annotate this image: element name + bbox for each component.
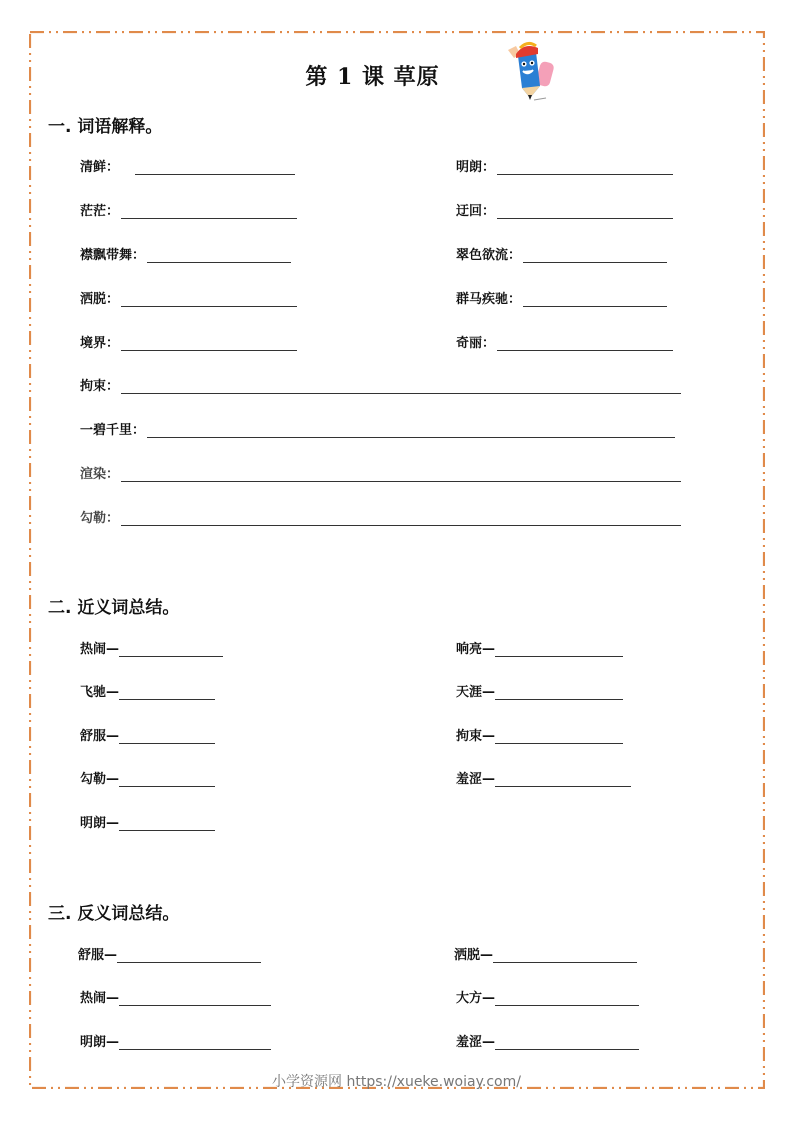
vocab-field-qunmajichi: [456, 287, 667, 309]
field-label: 一碧千里：: [80, 423, 146, 438]
answer-line[interactable]: [119, 774, 215, 787]
answer-line[interactable]: [121, 294, 297, 307]
answer-line[interactable]: [135, 162, 295, 175]
answer-line[interactable]: [523, 250, 667, 263]
vocab-field-jingjie: [80, 331, 297, 353]
field-label: 拘束：: [80, 379, 120, 394]
field-label: 清鲜：: [80, 160, 120, 175]
vocab-field-xuanran: [80, 462, 681, 484]
answer-line[interactable]: [121, 381, 681, 394]
field-label: 渲染：: [80, 467, 120, 482]
field-label: 热闹—: [80, 991, 120, 1006]
field-label: 热闹—: [80, 642, 120, 657]
answer-line[interactable]: [119, 1037, 271, 1050]
synonym-field-minglang: [80, 811, 215, 833]
synonym-field-goule: [80, 767, 215, 789]
antonym-field-dafang: [456, 986, 639, 1008]
field-label: 响亮—: [456, 642, 496, 657]
vocab-field-mangmang: [80, 199, 297, 221]
answer-line[interactable]: [121, 469, 681, 482]
synonym-field-shufu: [80, 724, 215, 746]
answer-line[interactable]: [119, 687, 215, 700]
field-label: 明朗—: [80, 1035, 120, 1050]
field-label: 羞涩—: [456, 1035, 496, 1050]
antonym-field-shufu: [78, 943, 261, 965]
field-label: 舒服—: [78, 948, 118, 963]
answer-line[interactable]: [495, 644, 623, 657]
field-label: 奇丽：: [456, 336, 496, 351]
field-label: 迂回：: [456, 204, 496, 219]
vocab-field-jinpiaodaiwu: [80, 243, 291, 265]
field-label: 明朗：: [456, 160, 496, 175]
answer-line[interactable]: [147, 250, 291, 263]
field-label: 群马疾驰：: [456, 292, 522, 307]
synonym-field-feichi: [80, 680, 215, 702]
vocab-field-goule: [80, 506, 681, 528]
answer-line[interactable]: [121, 338, 297, 351]
vocab-field-yibiqianli: [80, 418, 675, 440]
antonym-field-renao: [80, 986, 271, 1008]
vocab-field-satuo: [80, 287, 297, 309]
answer-line[interactable]: [495, 774, 631, 787]
synonym-field-renao: [80, 637, 223, 659]
answer-line[interactable]: [523, 294, 667, 307]
answer-line[interactable]: [119, 731, 215, 744]
field-label: 羞涩—: [456, 772, 496, 787]
answer-line[interactable]: [497, 338, 673, 351]
answer-line[interactable]: [121, 513, 681, 526]
page-border: [29, 31, 765, 1089]
answer-line[interactable]: [117, 950, 261, 963]
answer-line[interactable]: [493, 950, 637, 963]
antonym-field-satuo: [454, 943, 637, 965]
footer-watermark: 小学资源网 https://xueke.woiay.com/: [272, 1074, 521, 1090]
field-label: 翠色欲流：: [456, 248, 522, 263]
vocab-field-yuhui: [456, 199, 673, 221]
field-label: 拘束—: [456, 729, 496, 744]
field-label: 大方—: [456, 991, 496, 1006]
pencil-mascot-icon: [500, 40, 560, 104]
field-label: 洒脱—: [454, 948, 494, 963]
field-label: 洒脱：: [80, 292, 120, 307]
section-heading-vocabulary: 一. 词语解释。: [48, 117, 163, 137]
section-heading-synonyms: 二. 近义词总结。: [48, 598, 180, 618]
answer-line[interactable]: [147, 425, 675, 438]
field-label: 飞驰—: [80, 685, 120, 700]
vocab-field-qili: [456, 331, 673, 353]
synonym-field-tianya: [456, 680, 623, 702]
answer-line[interactable]: [497, 206, 673, 219]
field-label: 襟飘带舞：: [80, 248, 146, 263]
page-title: 第 1 课 草原: [305, 64, 440, 90]
answer-line[interactable]: [495, 687, 623, 700]
antonym-field-xiuse: [456, 1030, 639, 1052]
answer-line[interactable]: [497, 162, 673, 175]
field-label: 舒服—: [80, 729, 120, 744]
answer-line[interactable]: [495, 1037, 639, 1050]
answer-line[interactable]: [121, 206, 297, 219]
section-heading-antonyms: 三. 反义词总结。: [48, 904, 180, 924]
synonym-field-xiuse: [456, 767, 631, 789]
answer-line[interactable]: [119, 993, 271, 1006]
field-label: 境界：: [80, 336, 120, 351]
answer-line[interactable]: [119, 818, 215, 831]
vocab-field-qingxian: [80, 155, 295, 177]
antonym-field-minglang: [80, 1030, 271, 1052]
vocab-field-jushu: [80, 374, 681, 396]
field-label: 天涯—: [456, 685, 496, 700]
field-label: 明朗—: [80, 816, 120, 831]
answer-line[interactable]: [495, 731, 623, 744]
field-label: 勾勒—: [80, 772, 120, 787]
field-label: 茫茫：: [80, 204, 120, 219]
dash-dot-border: [29, 31, 765, 1089]
answer-line[interactable]: [495, 993, 639, 1006]
field-label: 勾勒：: [80, 511, 120, 526]
answer-line[interactable]: [119, 644, 223, 657]
vocab-field-minglang: [456, 155, 673, 177]
synonym-field-jushu: [456, 724, 623, 746]
vocab-field-cuiseyuliu: [456, 243, 667, 265]
synonym-field-xiangliang: [456, 637, 623, 659]
